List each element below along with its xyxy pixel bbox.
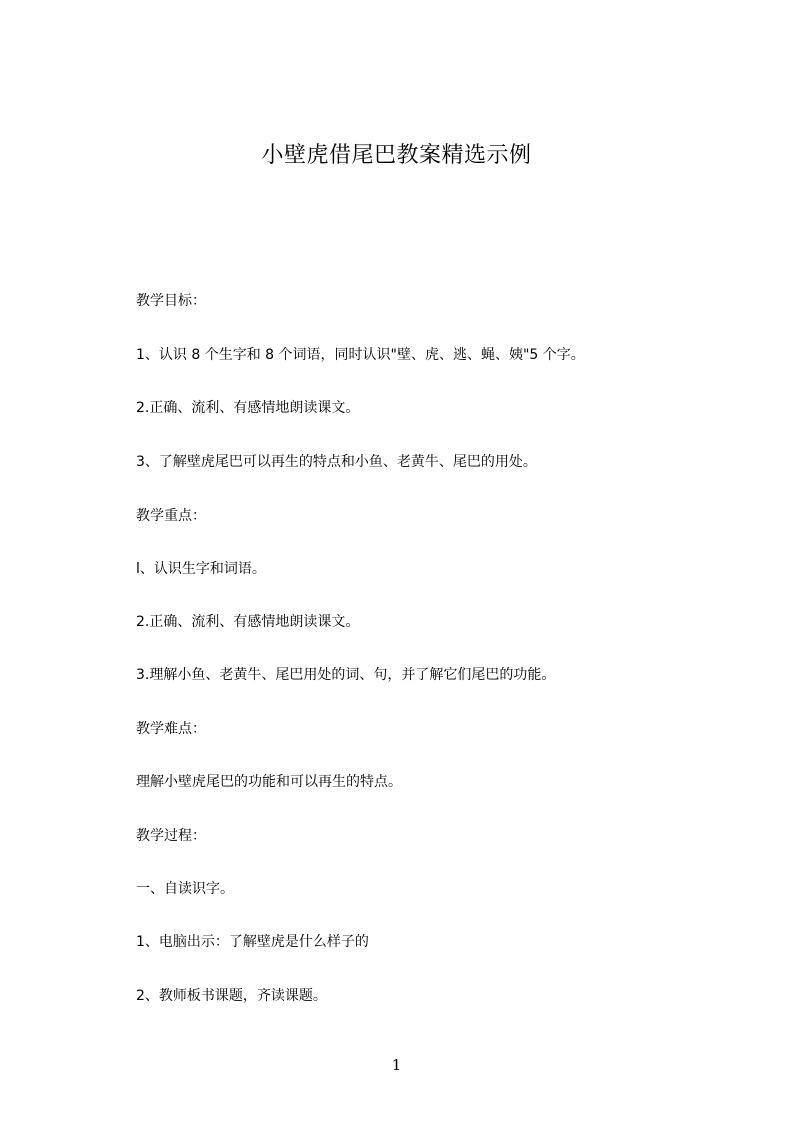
document-title: 小壁虎借尾巴教案精选示例 <box>261 143 532 168</box>
paragraph: 2.正确、流利、有感情地朗读课文。 <box>136 614 360 630</box>
paragraph: 2.正确、流利、有感情地朗读课文。 <box>136 400 360 416</box>
paragraph: 一、自读识字。 <box>136 881 234 897</box>
paragraph: 3.理解小鱼、老黄牛、尾巴用处的词、句，并了解它们尾巴的功能。 <box>136 667 556 683</box>
section-heading-objectives: 教学目标： <box>136 293 206 309</box>
paragraph: 2、教师板书课题，齐读课题。 <box>136 988 327 1004</box>
paragraph: 理解小壁虎尾巴的功能和可以再生的特点。 <box>136 774 402 790</box>
paragraph: 3、了解壁虎尾巴可以再生的特点和小鱼、老黄牛、尾巴的用处。 <box>136 454 537 470</box>
section-heading-difficulties: 教学难点： <box>136 721 206 737</box>
paragraph: 1、电脑出示：了解壁虎是什么样子的 <box>136 934 369 950</box>
section-heading-key-points: 教学重点： <box>136 508 206 524</box>
section-heading-process: 教学过程： <box>136 828 206 844</box>
page-number: 1 <box>391 1056 402 1074</box>
paragraph: 1、认识 8 个生字和 8 个词语，同时认识"壁、虎、逃、蝇、姨"5 个字。 <box>136 347 585 363</box>
paragraph: l、认识生字和词语。 <box>136 561 266 577</box>
